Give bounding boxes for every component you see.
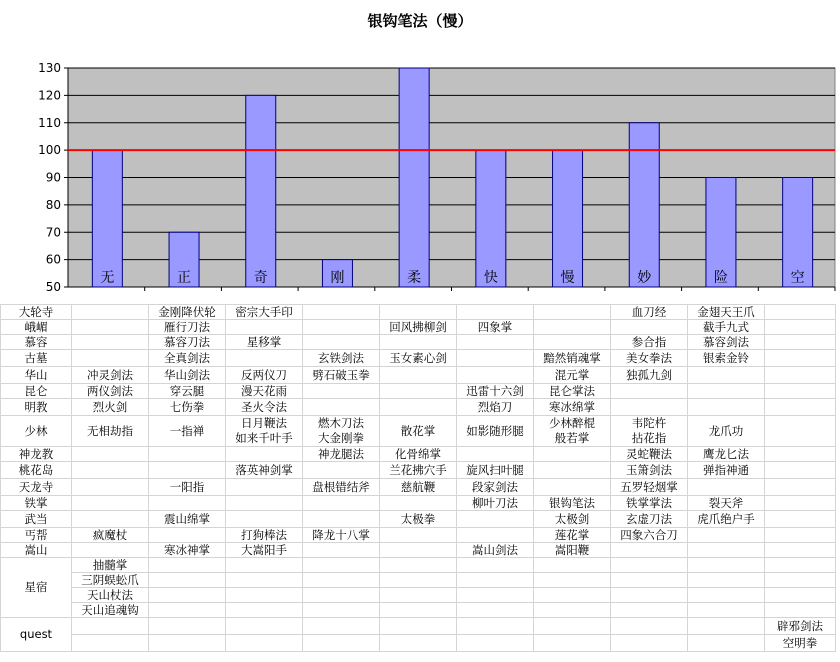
cell-line: 少林醉棍 — [549, 416, 595, 430]
skill-cell — [688, 528, 765, 543]
skill-cell — [72, 320, 149, 335]
sect-name-cell: 嵩山 — [1, 543, 72, 558]
skill-cell: 段家剑法 — [457, 479, 534, 496]
skill-cell: 圣火令法 — [226, 399, 303, 416]
skill-cell — [765, 462, 836, 479]
skill-cell — [765, 335, 836, 350]
skill-cell — [72, 543, 149, 558]
skill-cell: 混元掌 — [534, 367, 611, 384]
skill-cell: 玉女素心剑 — [380, 350, 457, 367]
skill-cell — [303, 543, 380, 558]
skill-cell — [149, 528, 226, 543]
skill-cell: 太极拳 — [380, 511, 457, 528]
skill-cell — [765, 399, 836, 416]
skill-cell — [688, 543, 765, 558]
skill-cell: 四象六合刀 — [611, 528, 688, 543]
empty-cell — [457, 618, 534, 635]
skill-cell — [765, 367, 836, 384]
skill-cell: 烈焰刀 — [457, 399, 534, 416]
bar — [246, 95, 276, 287]
skill-cell: 黯然销魂掌 — [534, 350, 611, 367]
skill-cell — [765, 384, 836, 399]
empty-cell — [611, 558, 688, 573]
skill-cell: 慈航鞭 — [380, 479, 457, 496]
empty-cell — [611, 603, 688, 618]
skill-cell: 太极剑 — [534, 511, 611, 528]
empty-cell — [457, 635, 534, 652]
skill-cell: 嵩阳鞭 — [534, 543, 611, 558]
skill-cell — [72, 335, 149, 350]
skill-cell: 穿云腿 — [149, 384, 226, 399]
skill-cell: 震山绵掌 — [149, 511, 226, 528]
table-row — [1, 588, 836, 603]
empty-cell — [303, 603, 380, 618]
empty-cell — [303, 635, 380, 652]
table-row — [1, 543, 836, 558]
empty-cell — [149, 635, 226, 652]
empty-cell — [303, 618, 380, 635]
skill-cell — [380, 305, 457, 320]
skill-cell: 银钩笔法 — [534, 496, 611, 511]
skill-cell — [457, 511, 534, 528]
skill-cell: 慕容刀法 — [149, 335, 226, 350]
empty-cell — [380, 635, 457, 652]
empty-cell — [611, 635, 688, 652]
skill-cell — [380, 367, 457, 384]
sect-name-cell: 大轮寺 — [1, 305, 72, 320]
table-row — [1, 618, 836, 635]
skill-cell: 血刀经 — [611, 305, 688, 320]
skill-cell — [611, 416, 688, 447]
empty-cell — [611, 573, 688, 588]
category-label: 空 — [790, 270, 805, 286]
skill-cell — [72, 479, 149, 496]
skill-cell — [226, 496, 303, 511]
skill-cell: 虎爪绝户手 — [688, 511, 765, 528]
empty-cell — [380, 603, 457, 618]
sect-name-cell: quest — [1, 618, 72, 652]
skill-cell — [380, 384, 457, 399]
y-tick-label: 110 — [38, 115, 61, 130]
skill-cell — [226, 320, 303, 335]
empty-cell — [380, 573, 457, 588]
sect-name-cell: 神龙教 — [1, 447, 72, 462]
y-tick-label: 100 — [38, 143, 61, 158]
skill-cell — [149, 462, 226, 479]
skill-cell — [303, 416, 380, 447]
empty-cell — [226, 603, 303, 618]
skill-cell: 玉箫剑法 — [611, 462, 688, 479]
skill-cell — [457, 350, 534, 367]
skill-cell — [765, 528, 836, 543]
empty-cell — [303, 558, 380, 573]
empty-cell — [380, 618, 457, 635]
empty-cell — [303, 573, 380, 588]
cell-line: 日月鞭法 — [241, 416, 287, 430]
empty-cell — [149, 558, 226, 573]
bar — [399, 68, 429, 287]
sect-name-cell: 明教 — [1, 399, 72, 416]
skill-cell: 金刚降伏轮 — [149, 305, 226, 320]
category-label: 柔 — [407, 270, 422, 286]
skill-cell — [534, 335, 611, 350]
skill-cell — [688, 367, 765, 384]
skill-cell — [72, 462, 149, 479]
sect-name-cell: 古墓 — [1, 350, 72, 367]
y-tick-label: 130 — [38, 61, 61, 75]
empty-cell — [457, 558, 534, 573]
skill-cell: 一阳指 — [149, 479, 226, 496]
table-row — [1, 528, 836, 543]
skill-cell: 全真剑法 — [149, 350, 226, 367]
skill-cell: 五罗轻烟掌 — [611, 479, 688, 496]
sect-name-cell: 峨嵋 — [1, 320, 72, 335]
skill-cell: 参合指 — [611, 335, 688, 350]
table-row — [1, 305, 836, 320]
skill-cell: 柳叶刀法 — [457, 496, 534, 511]
skill-cell — [226, 479, 303, 496]
skill-cell: 天山杖法 — [72, 588, 149, 603]
skill-cell: 莲花掌 — [534, 528, 611, 543]
skill-cell — [765, 416, 836, 447]
sect-name-cell: 铁掌 — [1, 496, 72, 511]
skill-cell — [380, 335, 457, 350]
skill-cell — [688, 479, 765, 496]
skill-cell: 嵩山剑法 — [457, 543, 534, 558]
table-row — [1, 558, 836, 573]
skill-cell — [303, 320, 380, 335]
martial-arts-table — [0, 304, 836, 652]
skill-cell: 一指禅 — [149, 416, 226, 447]
skill-cell: 寒冰神掌 — [149, 543, 226, 558]
empty-cell — [765, 558, 836, 573]
skill-cell: 旋风扫叶腿 — [457, 462, 534, 479]
skill-cell — [765, 320, 836, 335]
empty-cell — [611, 618, 688, 635]
cell-line: 韦陀杵 — [631, 416, 667, 430]
skill-cell — [226, 511, 303, 528]
skill-cell: 兰花拂穴手 — [380, 462, 457, 479]
table-row — [1, 511, 836, 528]
empty-cell — [534, 558, 611, 573]
skill-cell: 神龙腿法 — [303, 447, 380, 462]
empty-cell — [72, 635, 149, 652]
empty-cell — [534, 588, 611, 603]
skill-cell: 冲灵剑法 — [72, 367, 149, 384]
skill-cell — [534, 416, 611, 447]
skill-cell — [226, 447, 303, 462]
empty-cell — [149, 618, 226, 635]
skill-cell: 如影随形腿 — [457, 416, 534, 447]
skill-cell — [380, 543, 457, 558]
empty-cell — [149, 603, 226, 618]
skill-cell: 灵蛇鞭法 — [611, 447, 688, 462]
sect-name-cell: 慕容 — [1, 335, 72, 350]
skill-cell — [457, 528, 534, 543]
skill-cell: 烈火剑 — [72, 399, 149, 416]
skill-cell — [380, 399, 457, 416]
skill-cell: 辟邪剑法 — [765, 618, 836, 635]
table-row — [1, 320, 836, 335]
skill-cell — [72, 350, 149, 367]
skill-cell: 密宗大手印 — [226, 305, 303, 320]
skill-cell — [72, 496, 149, 511]
empty-cell — [765, 573, 836, 588]
skill-cell — [611, 399, 688, 416]
empty-cell — [765, 603, 836, 618]
empty-cell — [534, 603, 611, 618]
y-tick-label: 70 — [45, 225, 61, 240]
skill-cell — [149, 447, 226, 462]
table-row — [1, 350, 836, 367]
category-label: 刚 — [330, 270, 345, 286]
empty-cell — [226, 558, 303, 573]
bar — [92, 150, 122, 287]
skill-cell — [226, 350, 303, 367]
skill-cell: 三阴蜈蚣爪 — [72, 573, 149, 588]
skill-cell — [611, 320, 688, 335]
skill-cell — [765, 350, 836, 367]
empty-cell — [688, 635, 765, 652]
skill-cell: 降龙十八掌 — [303, 528, 380, 543]
skill-cell — [303, 511, 380, 528]
skill-cell: 裂天斧 — [688, 496, 765, 511]
skill-cell — [688, 399, 765, 416]
skill-cell: 七伤拳 — [149, 399, 226, 416]
skill-cell: 华山剑法 — [149, 367, 226, 384]
skill-cell — [534, 320, 611, 335]
skill-cell: 化骨绵掌 — [380, 447, 457, 462]
table-row — [1, 603, 836, 618]
empty-cell — [303, 588, 380, 603]
skill-cell — [688, 384, 765, 399]
sect-name-cell: 丐帮 — [1, 528, 72, 543]
y-tick-label: 50 — [45, 280, 61, 294]
sect-name-cell: 星宿 — [1, 558, 72, 618]
skill-cell: 四象掌 — [457, 320, 534, 335]
empty-cell — [149, 573, 226, 588]
table-row — [1, 496, 836, 511]
skill-cell: 雁行刀法 — [149, 320, 226, 335]
empty-cell — [457, 573, 534, 588]
skill-cell: 玄铁剑法 — [303, 350, 380, 367]
skill-cell: 散花掌 — [380, 416, 457, 447]
skill-cell: 落英神剑掌 — [226, 462, 303, 479]
skill-cell — [765, 511, 836, 528]
skill-cell: 无相劫指 — [72, 416, 149, 447]
cell-line: 如来千叶手 — [235, 431, 293, 445]
skill-cell: 疯魔杖 — [72, 528, 149, 543]
chart-title: 银钩笔法（慢） — [367, 12, 473, 30]
skill-cell — [765, 496, 836, 511]
cell-line: 燃木刀法 — [318, 416, 364, 430]
skill-cell: 截手九式 — [688, 320, 765, 335]
y-tick-label: 90 — [45, 170, 61, 185]
sect-name-cell: 武当 — [1, 511, 72, 528]
sect-name-cell: 少林 — [1, 416, 72, 447]
skill-cell — [303, 384, 380, 399]
skill-cell — [534, 462, 611, 479]
skill-cell — [765, 479, 836, 496]
skill-cell — [457, 305, 534, 320]
skill-cell: 星移掌 — [226, 335, 303, 350]
skill-cell — [149, 496, 226, 511]
skill-cell: 回风拂柳剑 — [380, 320, 457, 335]
skill-cell — [534, 447, 611, 462]
category-label: 妙 — [637, 270, 652, 286]
cell-line: 大金刚拳 — [318, 431, 364, 445]
table-row — [1, 384, 836, 399]
table-row — [1, 416, 836, 447]
table-row — [1, 635, 836, 652]
skill-cell: 铁掌掌法 — [611, 496, 688, 511]
skill-cell: 寒冰绵掌 — [534, 399, 611, 416]
skill-cell — [72, 305, 149, 320]
empty-cell — [688, 558, 765, 573]
y-tick-label: 120 — [38, 88, 61, 103]
skill-cell: 银索金铃 — [688, 350, 765, 367]
table-row — [1, 462, 836, 479]
bar-chart — [0, 0, 840, 300]
skill-cell: 打狗棒法 — [226, 528, 303, 543]
skill-cell — [303, 335, 380, 350]
empty-cell — [688, 573, 765, 588]
skill-cell — [457, 335, 534, 350]
skill-cell: 天山追魂钩 — [72, 603, 149, 618]
skill-cell: 劈石破玉拳 — [303, 367, 380, 384]
skill-cell: 弹指神通 — [688, 462, 765, 479]
empty-cell — [149, 588, 226, 603]
skill-cell — [303, 305, 380, 320]
empty-cell — [380, 558, 457, 573]
skill-cell: 迅雷十六剑 — [457, 384, 534, 399]
skill-cell: 空明拳 — [765, 635, 836, 652]
skill-cell: 慕容剑法 — [688, 335, 765, 350]
skill-cell — [457, 447, 534, 462]
y-tick-label: 60 — [45, 252, 61, 267]
bar — [476, 150, 506, 287]
empty-cell — [457, 603, 534, 618]
empty-cell — [226, 635, 303, 652]
empty-cell — [688, 618, 765, 635]
skill-cell: 昆仑掌法 — [534, 384, 611, 399]
empty-cell — [226, 588, 303, 603]
category-label: 险 — [713, 270, 728, 286]
table-row — [1, 367, 836, 384]
skill-cell — [765, 543, 836, 558]
empty-cell — [534, 573, 611, 588]
skill-cell: 金翅天王爪 — [688, 305, 765, 320]
skill-cell: 鹰龙匕法 — [688, 447, 765, 462]
skill-cell: 美女拳法 — [611, 350, 688, 367]
skill-cell — [611, 543, 688, 558]
sect-name-cell: 华山 — [1, 367, 72, 384]
category-label: 奇 — [253, 270, 268, 286]
cell-line: 般若掌 — [554, 431, 590, 445]
empty-cell — [72, 618, 149, 635]
skill-cell: 玄虚刀法 — [611, 511, 688, 528]
skill-cell: 盘根错结斧 — [303, 479, 380, 496]
skill-cell — [72, 447, 149, 462]
skill-cell — [534, 479, 611, 496]
empty-cell — [688, 588, 765, 603]
skill-cell — [765, 447, 836, 462]
empty-cell — [534, 635, 611, 652]
skill-cell — [72, 511, 149, 528]
skill-cell — [303, 399, 380, 416]
bar — [553, 150, 583, 287]
skill-cell: 独孤九剑 — [611, 367, 688, 384]
skill-cell — [303, 462, 380, 479]
skill-cell — [380, 528, 457, 543]
skill-cell — [611, 384, 688, 399]
empty-cell — [688, 603, 765, 618]
skill-cell: 漫天花雨 — [226, 384, 303, 399]
skill-cell — [380, 496, 457, 511]
category-label: 快 — [483, 270, 498, 286]
skill-cell — [534, 305, 611, 320]
sect-name-cell: 天龙寺 — [1, 479, 72, 496]
skill-cell: 抽髓掌 — [72, 558, 149, 573]
table-row — [1, 335, 836, 350]
category-label: 无 — [100, 270, 115, 286]
table-row — [1, 447, 836, 462]
skill-cell: 龙爪功 — [688, 416, 765, 447]
category-label: 慢 — [560, 270, 575, 286]
empty-cell — [226, 618, 303, 635]
sect-name-cell: 桃花岛 — [1, 462, 72, 479]
skill-cell: 大嵩阳手 — [226, 543, 303, 558]
table-row — [1, 479, 836, 496]
skill-cell: 两仪剑法 — [72, 384, 149, 399]
table-row — [1, 399, 836, 416]
y-tick-label: 80 — [45, 197, 61, 212]
skill-cell — [457, 367, 534, 384]
empty-cell — [765, 588, 836, 603]
empty-cell — [226, 573, 303, 588]
skill-cell — [226, 416, 303, 447]
skill-cell — [303, 496, 380, 511]
cell-line: 拈花指 — [631, 431, 667, 445]
bar — [629, 123, 659, 287]
skill-cell — [765, 305, 836, 320]
category-label: 正 — [177, 270, 192, 286]
table-row — [1, 573, 836, 588]
empty-cell — [457, 588, 534, 603]
empty-cell — [611, 588, 688, 603]
sect-name-cell: 昆仑 — [1, 384, 72, 399]
skill-cell: 反两仪刀 — [226, 367, 303, 384]
empty-cell — [534, 618, 611, 635]
empty-cell — [380, 588, 457, 603]
